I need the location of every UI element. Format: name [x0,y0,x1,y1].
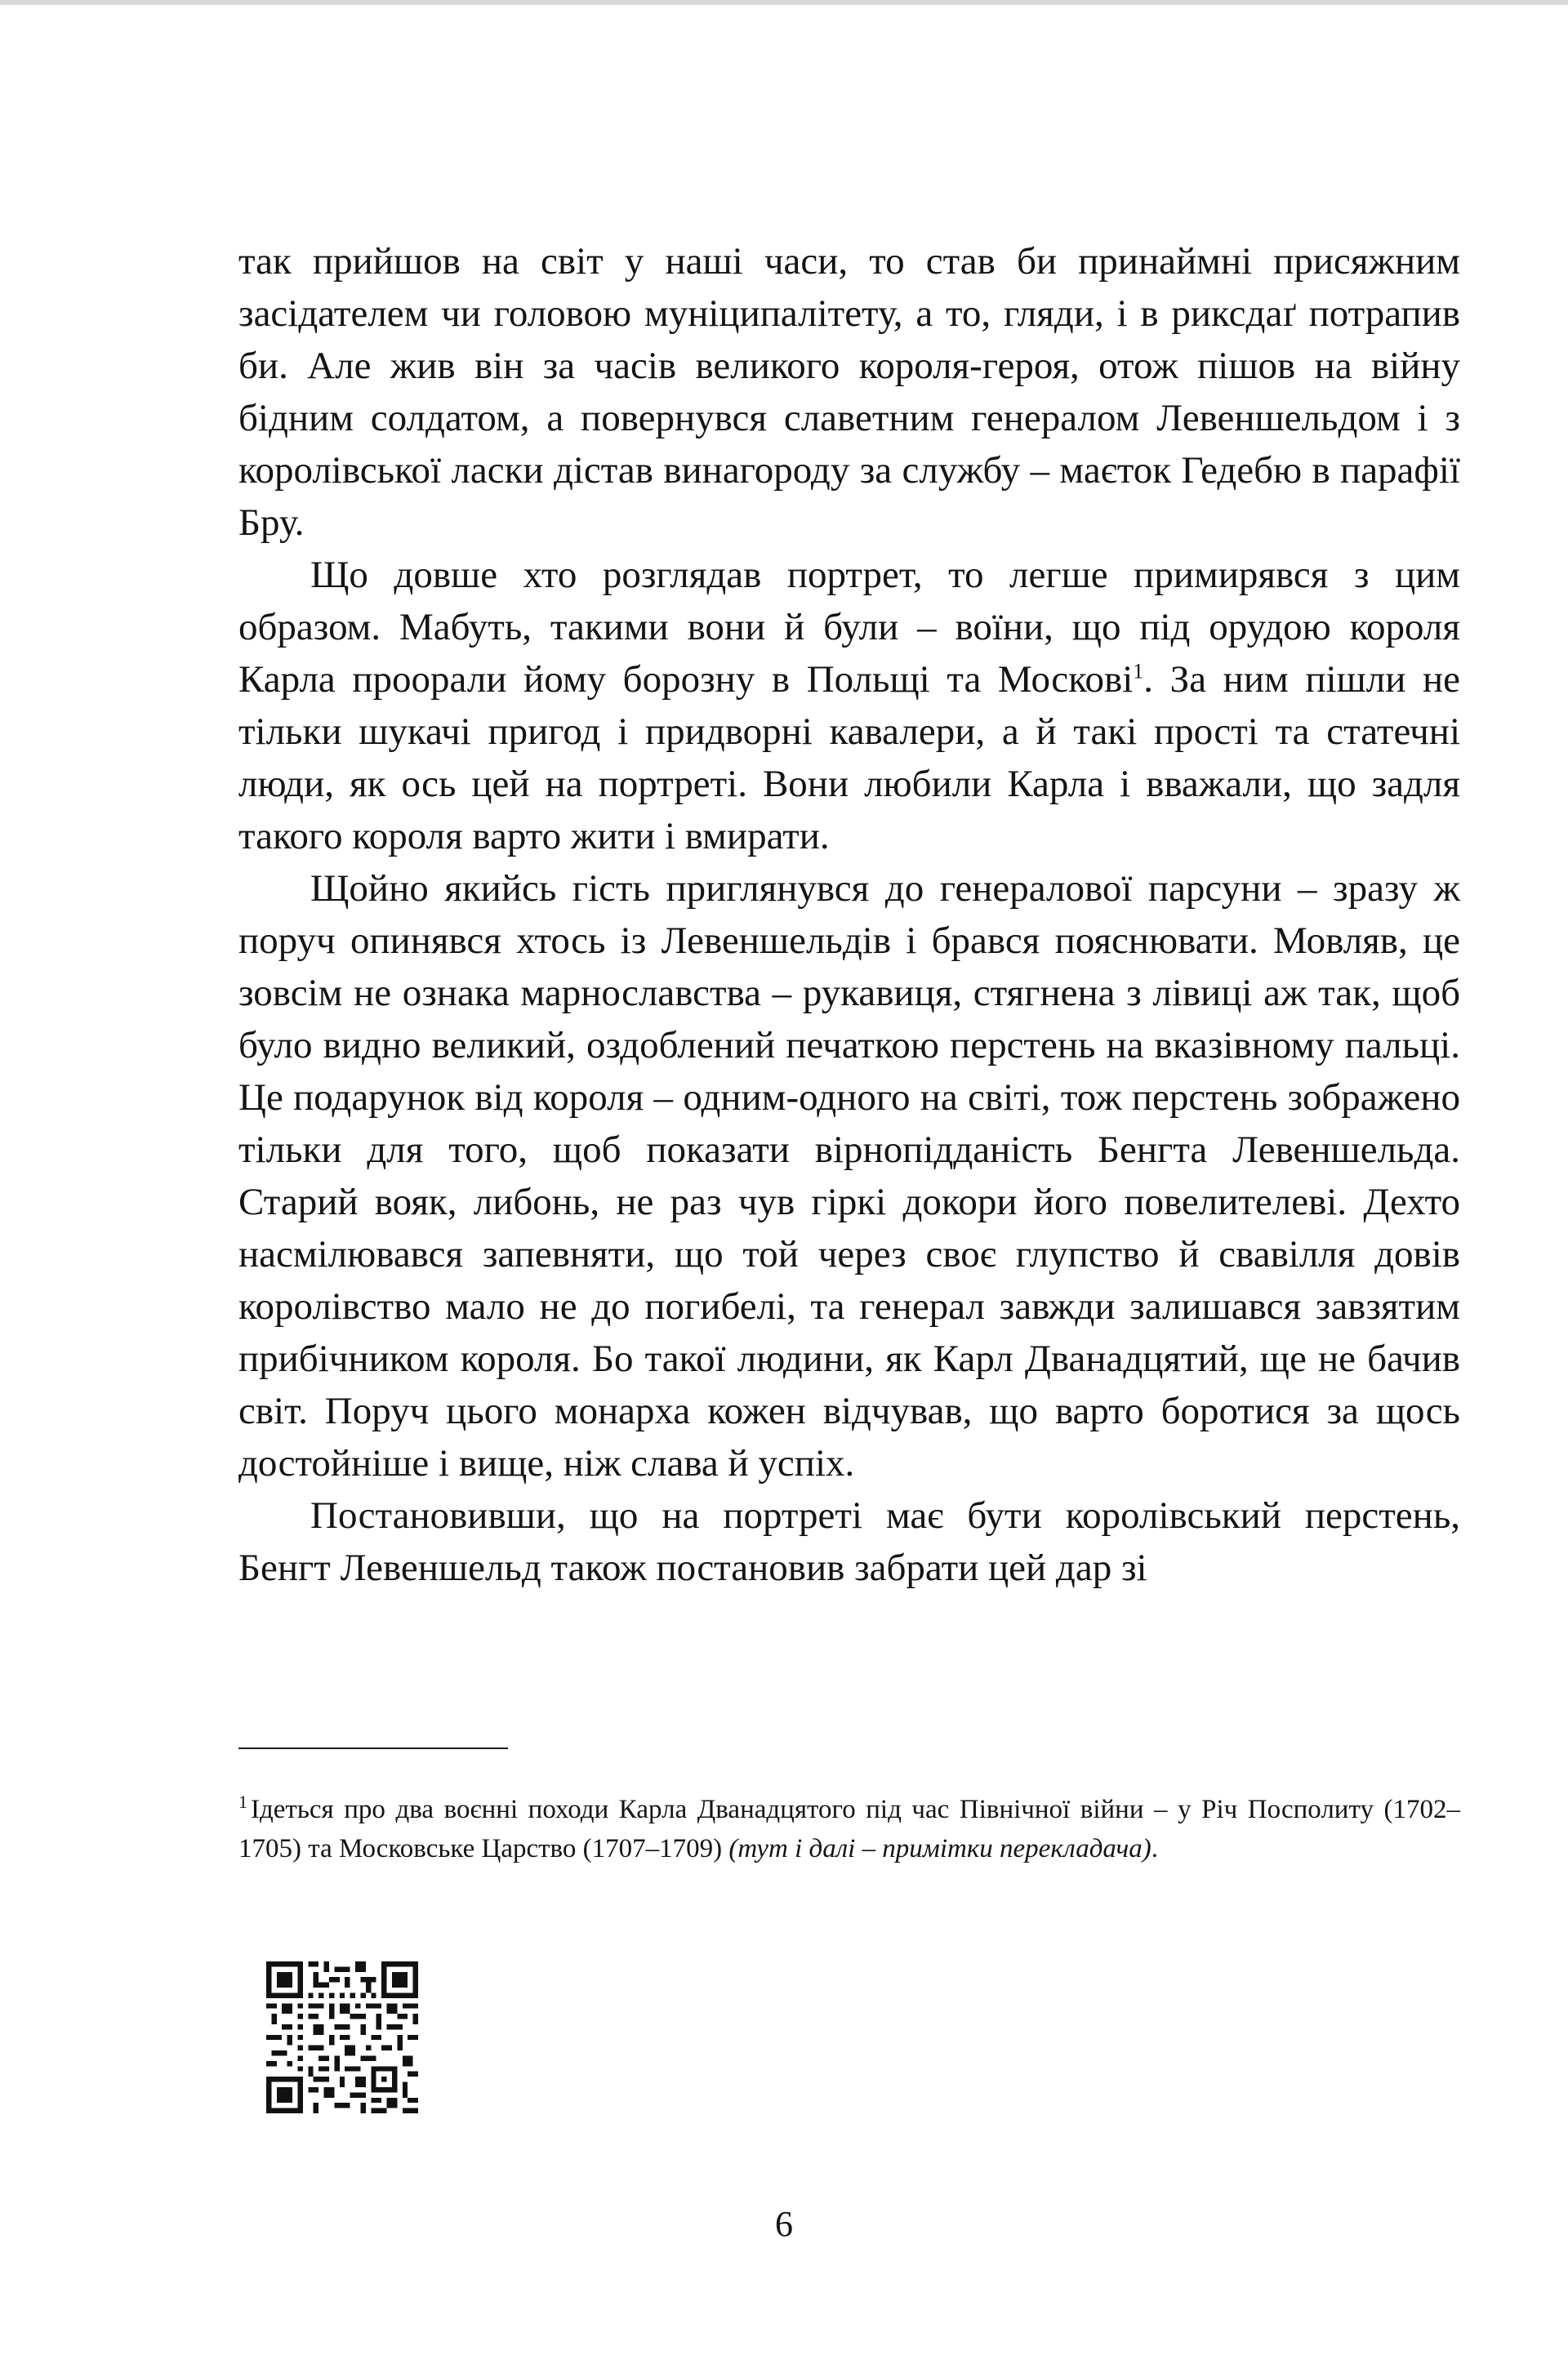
paragraph-3: Щойно якийсь гість приглянувся до генералової парсуни – зразу ж поруч опинявся хтось із Левеншельдів і брався пояснювати. Мовляв, це зовсім не ознака марнославства – рукавиця, стягнена з лівиці аж так, щоб було видно великий, оздоблений печаткою перстень на вказівному пальці. Це подарунок від короля – одним-одного на світі, тож перстень зображено тільки для того, щоб показати вірнопідданість Бенгта Левеншельда. Старий вояк, либонь, не раз чув гіркі докори його повелителеві. Дехто насмілювався запевняти, що той через своє глупство й свавілля довів королівство мало не до погибелі, та генерал завжди залишався завзятим прибічником короля. Бо такої людини, як Карл Дванадцятий, ще не бачив світ. Поруч цього монарха кожен відчував, що варто боротися за щось достойніше і вище, ніж слава й успіх. [238,867,1460,1485]
body-text [238,235,1460,1594]
footnote-reference[interactable]: 1 [1133,659,1144,683]
footnote-divider [238,1747,508,1749]
paragraph-1: так прийшов на світ у наші часи, то став би принаймні присяжним засідателем чи головою муніципалітету, а то, гляди, і в риксдаґ потрапив би. Але жив він за часів великого короля-героя, отож пішов на війну бідним солдатом, а повернувся славетним генералом Левеншельдом і з королівської ласки дістав винагороду за службу – маєток Гедебю в парафії Бру. [238,240,1460,544]
footnote-translator-note: (тут і далі – примітки перекладача) [728,1834,1152,1863]
paragraph-2 [238,549,1460,862]
footnote-marker: 1 [238,1792,247,1812]
footnote-end: . [1151,1834,1158,1863]
footnote [238,1790,1460,1868]
qr-code-icon[interactable] [266,1961,418,2113]
footnote-text: Ідеться про два воєнні походи Карла Дванадцятого під час Північної війни – у Річ Посполиту (1702–1705) та Московське Царство (1707–1709) [238,1795,1460,1863]
page-number: 6 [775,2204,793,2244]
paragraph-2-text: Що довше хто розглядав портрет, то легше примирявся з цим образом. Мабуть, такими вони й були – воїни, що під орудою короля Карла проорали йому борозну в Польщі та Москові [238,554,1460,701]
paragraph-4: Постановивши, що на портреті має бути королівський перстень, Бенгт Левеншельд також постановив забрати цей дар зі [238,1494,1460,1589]
paragraph-2-text-cont: . За ним пішли не тільки шукачі пригод і придворні кавалери, а й такі прості та статечні люди, як ось цей на портреті. Вони любили Карла і вважали, що задля такого короля варто жити і вмирати. [238,658,1460,857]
page-top-edge [0,0,1568,5]
